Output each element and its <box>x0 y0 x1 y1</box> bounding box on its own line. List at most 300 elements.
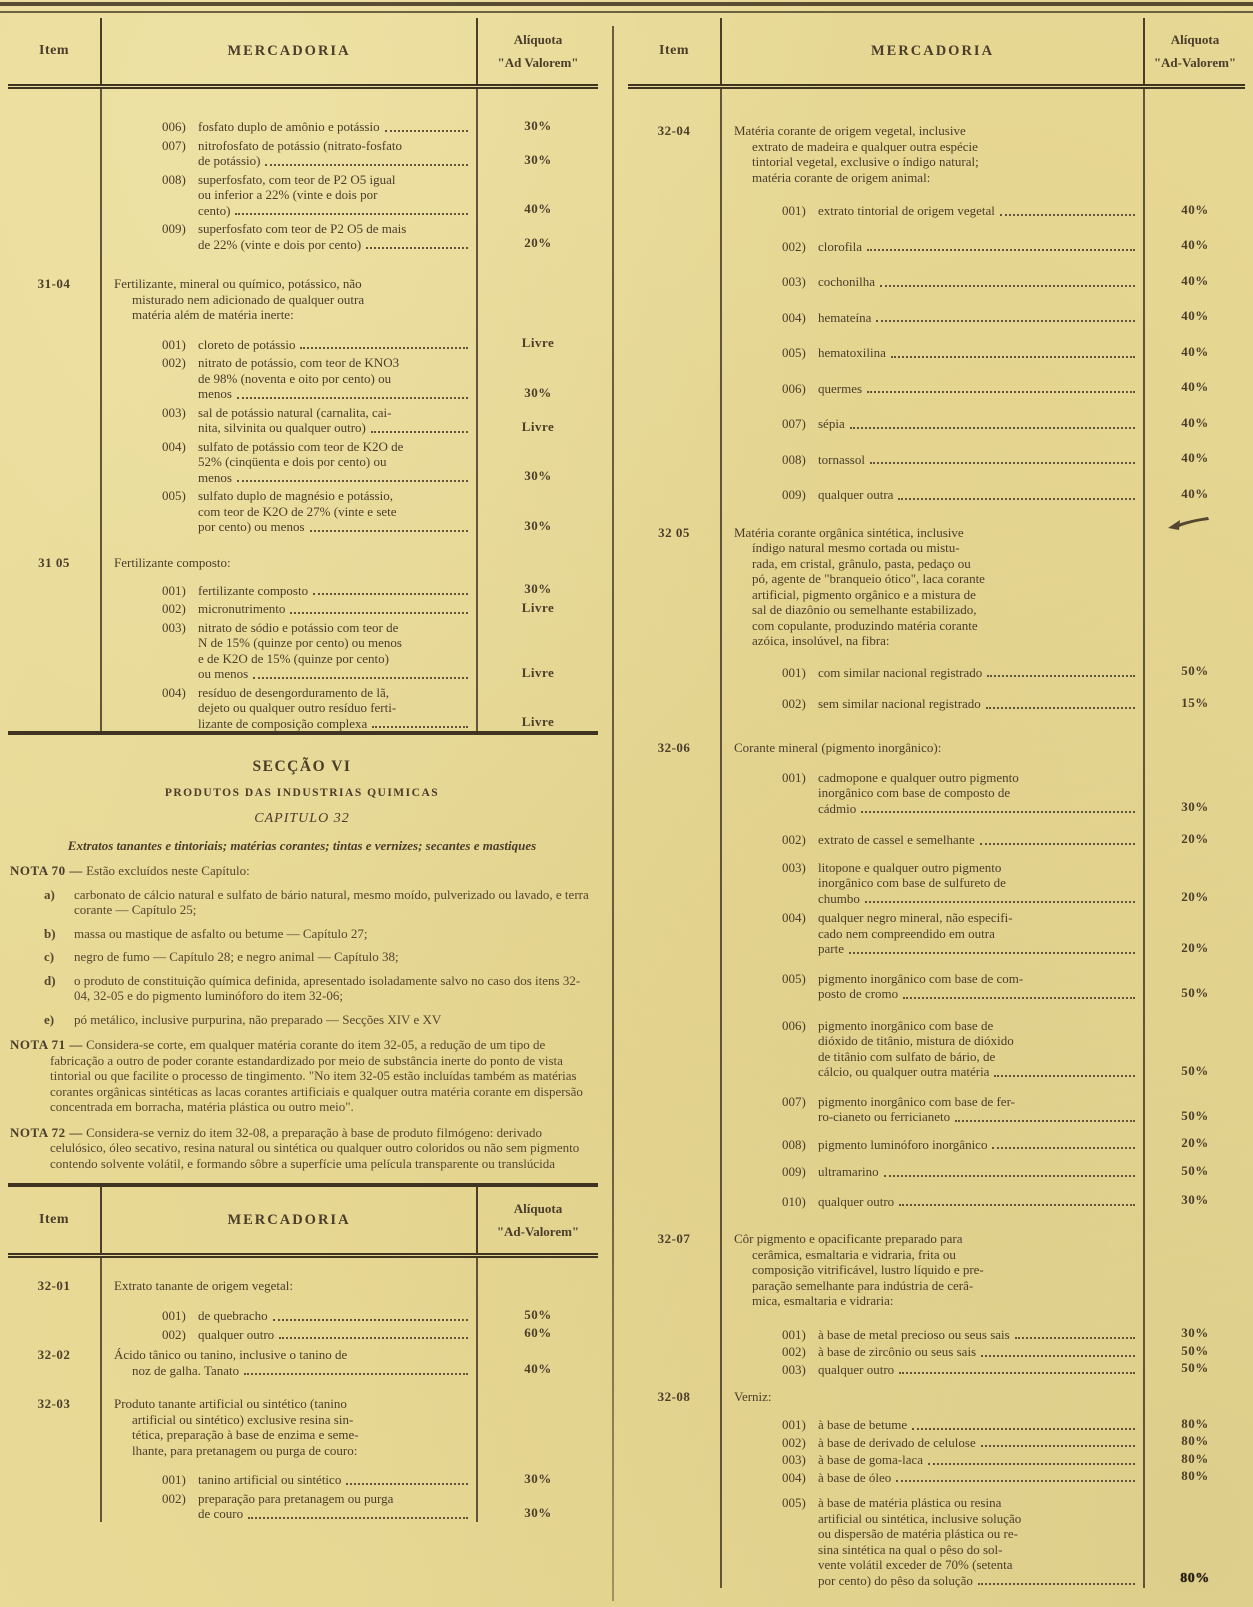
merchandise-line-text: rada, em cristal, grânulo, pasta, pedaço ou <box>752 555 971 571</box>
merchandise-line-text: 52% (cinqüenta e dois por cento) ou <box>198 454 387 469</box>
item-cell <box>8 682 100 732</box>
sub-item-code: 003) <box>782 1361 806 1377</box>
table-row <box>8 252 598 323</box>
merchandise-line-text: sem similar nacional registrado <box>818 696 981 711</box>
merchandise-line-text: artificial ou sintética, inclusive solução <box>818 1510 1022 1526</box>
rate-cell <box>478 617 598 682</box>
dotted-leader <box>265 163 468 166</box>
merchandise-line-text: ou menos <box>198 666 249 681</box>
merchandise-line <box>782 1049 1137 1065</box>
merchandise-line-text: superfosfato, com teor de P2 O5 igual <box>198 171 396 187</box>
rate-cell <box>1145 1209 1245 1309</box>
dotted-leader <box>981 1444 1135 1447</box>
rate-cell <box>1145 1450 1245 1468</box>
merchandise-line-text: micronutrimento <box>198 601 286 616</box>
page-top-rule <box>0 2 1253 6</box>
merchandise-text <box>732 1362 1137 1378</box>
merchandise-text <box>112 172 470 219</box>
merchandise-line-text: paração semelhante para indústria de cerâ- <box>752 1277 974 1293</box>
table-row <box>628 1342 1245 1360</box>
right-column <box>628 18 1245 1588</box>
rate-value: 30% <box>524 581 552 596</box>
merchandise-line <box>782 926 1137 942</box>
left-column <box>8 18 598 1522</box>
table-row <box>628 1080 1245 1125</box>
item-number: 31 05 <box>38 554 70 570</box>
rate-cell <box>478 218 598 252</box>
item-cell <box>8 1294 100 1324</box>
table-row <box>8 89 598 135</box>
note-item <box>10 926 594 942</box>
rate-value: 30% <box>524 151 552 167</box>
merchandise-text <box>732 487 1137 503</box>
table-body-fertilizantes <box>8 89 598 735</box>
table-row <box>628 1125 1245 1153</box>
merchandise-text <box>732 1495 1137 1588</box>
merchandise-line <box>114 1412 470 1428</box>
table-row <box>8 535 598 571</box>
item-cell <box>8 485 100 535</box>
rate-value: 60% <box>524 1325 552 1340</box>
section-title: SECÇÃO VI <box>252 758 352 775</box>
table-row <box>628 432 1245 468</box>
merchandise-line <box>162 1308 470 1324</box>
merchandise-line-text: cálcio, ou qualquer outra matéria <box>818 1064 990 1079</box>
merchandise-text <box>112 1327 470 1343</box>
table-row <box>628 680 1245 712</box>
merchandise-text <box>732 1327 1137 1343</box>
item-cell <box>628 219 720 255</box>
table-header <box>8 18 598 89</box>
item-cell <box>628 290 720 326</box>
merchandise-line <box>162 187 470 203</box>
merchandise-line <box>114 1363 470 1379</box>
item-cell <box>628 1450 720 1468</box>
sub-item-code: 001) <box>162 582 186 598</box>
merchandise-line <box>734 1278 1137 1294</box>
dotted-leader <box>310 529 468 532</box>
dotted-leader <box>372 725 468 728</box>
dotted-leader <box>371 430 468 433</box>
merchandise-line-text: noz de galha. Tanato <box>132 1362 240 1378</box>
merchandise-line <box>162 601 470 617</box>
merchandise-line <box>162 1472 470 1488</box>
note-71 <box>10 1037 594 1115</box>
aliquota-line1: Alíquota <box>1170 31 1220 47</box>
merchandise-line <box>162 1506 470 1522</box>
dotted-leader <box>865 900 1135 903</box>
note-item-letter: e) <box>44 1011 55 1027</box>
merchandise-cell <box>100 352 478 402</box>
rate-cell <box>1145 1180 1245 1210</box>
merchandise-text <box>732 740 1137 756</box>
header-cell-item: Item <box>39 1212 69 1227</box>
table-row <box>8 323 598 353</box>
sub-item-code: 002) <box>162 601 186 616</box>
item-cell <box>628 1180 720 1210</box>
merchandise-line <box>162 583 470 599</box>
rate-value: 40% <box>1181 201 1209 217</box>
merchandise-text <box>732 239 1137 255</box>
merchandise-cell <box>100 218 478 252</box>
item-cell <box>628 1080 720 1125</box>
merchandise-line <box>734 1231 1137 1247</box>
dotted-leader <box>980 842 1135 845</box>
merchandise-text <box>112 488 470 535</box>
dotted-leader <box>987 674 1135 677</box>
item-number: 32-07 <box>657 1231 691 1246</box>
merchandise-line <box>162 716 470 732</box>
table-body-corantes <box>628 89 1245 1588</box>
header-cell-mercadoria: MERCADORIA <box>100 1187 478 1253</box>
merchandise-line-text: cado nem compreendido em outra <box>818 925 995 941</box>
table-extratos <box>8 1183 598 1522</box>
merchandise-line <box>162 371 470 387</box>
item-cell <box>628 1377 720 1405</box>
merchandise-line <box>782 1194 1137 1210</box>
merchandise-line <box>734 571 1137 587</box>
merchandise-line <box>114 1396 470 1412</box>
merchandise-line-text: de titânio com sulfato de bário, de <box>818 1048 996 1064</box>
rate-cell <box>478 352 598 402</box>
rate-value: 30% <box>1181 799 1209 814</box>
merchandise-line <box>782 416 1137 432</box>
note-72-label: NOTA 72 — <box>10 1124 83 1140</box>
merchandise-line <box>734 525 1137 541</box>
item-cell <box>628 1309 720 1343</box>
header-cell-item: Item <box>39 43 69 58</box>
rate-cell <box>478 1378 598 1458</box>
table-row <box>628 361 1245 397</box>
rate-value: 30% <box>524 517 552 533</box>
merchandise-line-text: dejeto ou qualquer outro resíduo ferti- <box>198 700 397 715</box>
merchandise-line <box>782 381 1137 397</box>
table-row <box>8 1258 598 1294</box>
item-number: 32-03 <box>37 1396 71 1411</box>
merchandise-line <box>114 555 470 571</box>
merchandise-line-text: extrato de madeira e qualquer outra espécie <box>752 138 978 154</box>
merchandise-text <box>732 1018 1137 1080</box>
item-cell <box>628 649 720 681</box>
dotted-leader <box>978 1582 1135 1585</box>
merchandise-text <box>732 1470 1137 1486</box>
item-cell <box>628 712 720 756</box>
chapter-description: Extratos tanantes e tintoriais; matérias corantes; tintas e vernizes; secantes e mastiques <box>67 837 537 853</box>
table-row <box>8 402 598 436</box>
rate-cell <box>478 1488 598 1522</box>
dotted-leader <box>880 284 1135 287</box>
merchandise-cell <box>720 1485 1145 1588</box>
merchandise-line <box>782 1573 1137 1589</box>
merchandise-line <box>782 801 1137 817</box>
rate-cell <box>1145 185 1245 219</box>
merchandise-line <box>162 420 470 436</box>
merchandise-line <box>782 1064 1137 1080</box>
item-cell <box>8 135 100 169</box>
rate-cell <box>1145 361 1245 397</box>
merchandise-line-text: nitrofosfato de potássio (nitrato-fosfato <box>198 137 402 153</box>
item-cell <box>628 906 720 957</box>
merchandise-line-text: ultramarino <box>818 1164 879 1179</box>
merchandise-cell <box>100 1258 478 1294</box>
sub-item-code: 009) <box>782 487 806 502</box>
aliquota-line2: "Ad-Valorem" <box>1153 54 1237 70</box>
merchandise-line <box>114 1347 470 1363</box>
dotted-leader <box>986 706 1135 709</box>
dotted-leader <box>1015 1336 1135 1339</box>
merchandise-line <box>782 665 1137 681</box>
merchandise-line-text: cádmio <box>818 800 857 816</box>
table-row <box>628 1309 1245 1343</box>
sub-item-code: 009) <box>162 221 186 236</box>
rate-value: 50% <box>1181 984 1209 1000</box>
sub-item-code: 002) <box>162 1326 186 1342</box>
merchandise-text <box>112 337 470 353</box>
rate-cell <box>478 252 598 323</box>
merchandise-text <box>732 1094 1137 1125</box>
merchandise-line <box>734 587 1137 603</box>
merchandise-line-text: extrato de cassel e semelhante <box>818 832 975 847</box>
item-cell <box>8 218 100 252</box>
merchandise-line-text: clorofila <box>818 238 863 254</box>
merchandise-cell <box>720 649 1145 681</box>
sub-item-code: 006) <box>162 119 186 134</box>
merchandise-cell <box>720 1450 1145 1468</box>
merchandise-line-text: ou inferior a 22% (vinte e dois por <box>198 187 378 202</box>
merchandise-line <box>162 119 470 135</box>
merchandise-line <box>734 618 1137 634</box>
rate-cell <box>1145 1377 1245 1405</box>
merchandise-cell <box>720 1405 1145 1433</box>
sub-item-code: 005) <box>162 488 186 503</box>
table-row <box>8 218 598 252</box>
rate-value: Livre <box>521 664 555 680</box>
merchandise-line <box>114 276 470 292</box>
dotted-leader <box>248 1516 468 1519</box>
sub-item-code: 005) <box>782 970 806 986</box>
merchandise-line-text: preparação para pretanagem ou purga <box>198 1490 394 1506</box>
merchandise-cell <box>100 682 478 732</box>
merchandise-line-text: pó, agente de "branqueio ótico", laca corante <box>752 571 985 586</box>
merchandise-line <box>734 1262 1137 1278</box>
table-header <box>628 18 1245 89</box>
rate-value: Livre <box>521 599 555 615</box>
table-row <box>628 649 1245 681</box>
merchandise-text <box>112 1308 470 1324</box>
section-subtitle: PRODUTOS DAS INDUSTRIAS QUIMICAS <box>164 786 440 799</box>
rate-cell <box>1145 254 1245 290</box>
sub-item-code: 004) <box>782 1469 806 1485</box>
rate-value: 20% <box>1181 1135 1209 1150</box>
header-cell-mercadoria: MERCADORIA <box>720 18 1145 84</box>
item-cell <box>628 254 720 290</box>
rate-cell <box>478 169 598 219</box>
merchandise-cell <box>100 135 478 169</box>
merchandise-line-text: sulfato de potássio com teor de K2O de <box>198 438 404 454</box>
rate-cell <box>478 1258 598 1294</box>
merchandise-cell <box>100 535 478 571</box>
merchandise-line <box>782 891 1137 907</box>
dotted-leader <box>273 1318 468 1321</box>
table-row <box>628 219 1245 255</box>
dotted-leader <box>237 396 468 399</box>
dotted-leader <box>1000 213 1135 216</box>
merchandise-line <box>734 540 1137 556</box>
header-cell-item: Item <box>659 43 689 58</box>
merchandise-cell <box>100 1324 478 1343</box>
aliquota-line2: "Ad-Valorem" <box>496 1223 580 1239</box>
merchandise-cell <box>720 89 1145 185</box>
rate-cell <box>1145 680 1245 712</box>
item-cell <box>628 325 720 361</box>
merchandise-text <box>732 832 1137 848</box>
merchandise-line-text: sépia <box>818 416 845 431</box>
dotted-leader <box>300 346 468 349</box>
merchandise-cell <box>720 361 1145 397</box>
rate-value: 80% <box>1181 1433 1209 1448</box>
merchandise-text <box>112 138 470 169</box>
merchandise-text <box>732 381 1137 397</box>
rate-cell <box>478 1342 598 1378</box>
merchandise-line-text: hematoxilina <box>818 345 886 360</box>
merchandise-line <box>782 1344 1137 1360</box>
merchandise-text <box>112 1472 470 1488</box>
merchandise-line-text: tética, preparação à base de enzima e seme- <box>132 1427 359 1442</box>
merchandise-line-text: de couro <box>198 1506 244 1521</box>
merchandise-line-text: Ácido tânico ou tanino, inclusive o tanino de <box>114 1347 348 1362</box>
rate-value: 80% <box>1181 1450 1209 1466</box>
rate-value: Livre <box>521 714 555 729</box>
merchandise-cell <box>720 712 1145 756</box>
item-cell <box>628 185 720 219</box>
merchandise-cell <box>720 219 1145 255</box>
table-row <box>628 1450 1245 1468</box>
rate-cell <box>1145 1002 1245 1080</box>
merchandise-line <box>782 1557 1137 1573</box>
table-body-extratos <box>8 1258 598 1522</box>
merchandise-line <box>162 1327 470 1343</box>
merchandise-line-text: ro-cianeto ou ferricianeto <box>818 1109 951 1124</box>
table-row <box>628 467 1245 503</box>
merchandise-line-text: Fertilizante, mineral ou químico, potássico, não <box>114 276 362 291</box>
merchandise-line-text: quermes <box>818 380 863 396</box>
merchandise-cell <box>720 680 1145 712</box>
rate-cell <box>1145 467 1245 503</box>
merchandise-line-text: artificial ou sintético) exclusive resina sin- <box>132 1411 354 1427</box>
table-row <box>8 598 598 617</box>
rate-cell <box>1145 1405 1245 1433</box>
rate-value: 40% <box>524 201 552 216</box>
rate-value: 80% <box>1181 1415 1209 1431</box>
table-row <box>628 1180 1245 1210</box>
dotted-leader <box>850 426 1135 429</box>
table-row <box>628 89 1245 185</box>
merchandise-line-text: dióxido de titânio, mistura de dióxido <box>818 1033 1014 1048</box>
item-cell <box>8 617 100 682</box>
table-row <box>8 1324 598 1343</box>
rate-value: 30% <box>524 384 552 400</box>
aliquota-line1: Alíquota <box>513 1200 563 1216</box>
merchandise-cell <box>100 485 478 535</box>
merchandise-line-text: tornassol <box>818 451 865 467</box>
merchandise-text <box>112 685 470 732</box>
table-row <box>628 1002 1245 1080</box>
dotted-leader <box>898 497 1135 500</box>
table-row <box>8 682 598 732</box>
merchandise-line <box>782 1327 1137 1343</box>
merchandise-line <box>162 1491 470 1507</box>
dotted-leader <box>870 461 1135 464</box>
rate-cell <box>1145 1360 1245 1378</box>
merchandise-cell <box>720 1309 1145 1343</box>
item-cell <box>628 1002 720 1080</box>
sub-item-code: 001) <box>162 336 186 352</box>
merchandise-line <box>782 971 1137 987</box>
note-70 <box>10 863 594 879</box>
item-cell <box>8 1458 100 1488</box>
merchandise-line-text: por cento) do pêso da solução <box>818 1572 973 1588</box>
sub-item-code: 001) <box>162 1472 186 1487</box>
rate-value: 30% <box>1181 1192 1209 1207</box>
rate-value: 20% <box>1181 889 1209 904</box>
sub-item-code: 001) <box>782 1417 806 1432</box>
merchandise-line <box>114 307 470 323</box>
merchandise-line-text: qualquer outro <box>198 1326 275 1342</box>
rate-value: 50% <box>1181 1342 1209 1358</box>
note-71-text: Considera-se corte, em qualquer matéria corante do item 32-05, a redução de um tipo de fabricação a outro de poder corante estandardizado por meio de substância inerte do ponto de vista tintorial ou que facilite o processo de tingimento. "No item 32-05 estão incluídas também as matérias corantes orgânicas sintéticas as lacas corantes artificiais e qualquer outra matéria corante em dispersão concentrada em borracha, matéria plástica ou outro meio". <box>50 1037 583 1114</box>
table-row <box>8 1378 598 1458</box>
merchandise-line-text: vente volátil exceder de 70% (setenta <box>818 1557 1013 1572</box>
merchandise-cell <box>720 1180 1145 1210</box>
merchandise-line <box>162 651 470 667</box>
dotted-leader <box>891 355 1135 358</box>
item-cell <box>8 402 100 436</box>
merchandise-line-text: cerâmica, esmaltaria e vidraria, frita ou <box>752 1246 956 1262</box>
merchandise-line <box>162 700 470 716</box>
sub-item-code: 006) <box>782 380 806 396</box>
merchandise-line <box>734 1389 1137 1405</box>
dotted-leader <box>244 1372 468 1375</box>
note-item <box>10 973 594 1004</box>
merchandise-line-text: cento) <box>198 202 231 218</box>
item-cell <box>628 1405 720 1433</box>
item-cell <box>8 323 100 353</box>
merchandise-line-text: misturado nem adicionado de qualquer outra <box>132 291 365 307</box>
merchandise-text <box>732 274 1137 290</box>
merchandise-line-text: à base de zircônio ou seus sais <box>818 1344 977 1359</box>
merchandise-text <box>732 416 1137 432</box>
note-item-letter: d) <box>44 972 56 988</box>
merchandise-line <box>782 1526 1137 1542</box>
merchandise-line <box>782 310 1137 326</box>
table-header <box>8 1187 598 1258</box>
sub-item-code: 007) <box>782 1093 806 1109</box>
header-cell-aliquota <box>478 18 598 84</box>
item-cell <box>628 1342 720 1360</box>
rate-value: 30% <box>524 1504 552 1520</box>
merchandise-cell <box>720 1342 1145 1360</box>
rate-value: 40% <box>1181 308 1209 323</box>
note-72 <box>10 1125 594 1172</box>
rate-cell <box>1145 957 1245 1002</box>
dotted-leader <box>235 212 468 215</box>
merchandise-line <box>734 1293 1137 1309</box>
merchandise-cell <box>720 467 1145 503</box>
merchandise-line-text: menos <box>198 469 232 485</box>
item-cell <box>628 1468 720 1486</box>
rate-cell <box>1145 1080 1245 1125</box>
dotted-leader <box>867 248 1135 251</box>
